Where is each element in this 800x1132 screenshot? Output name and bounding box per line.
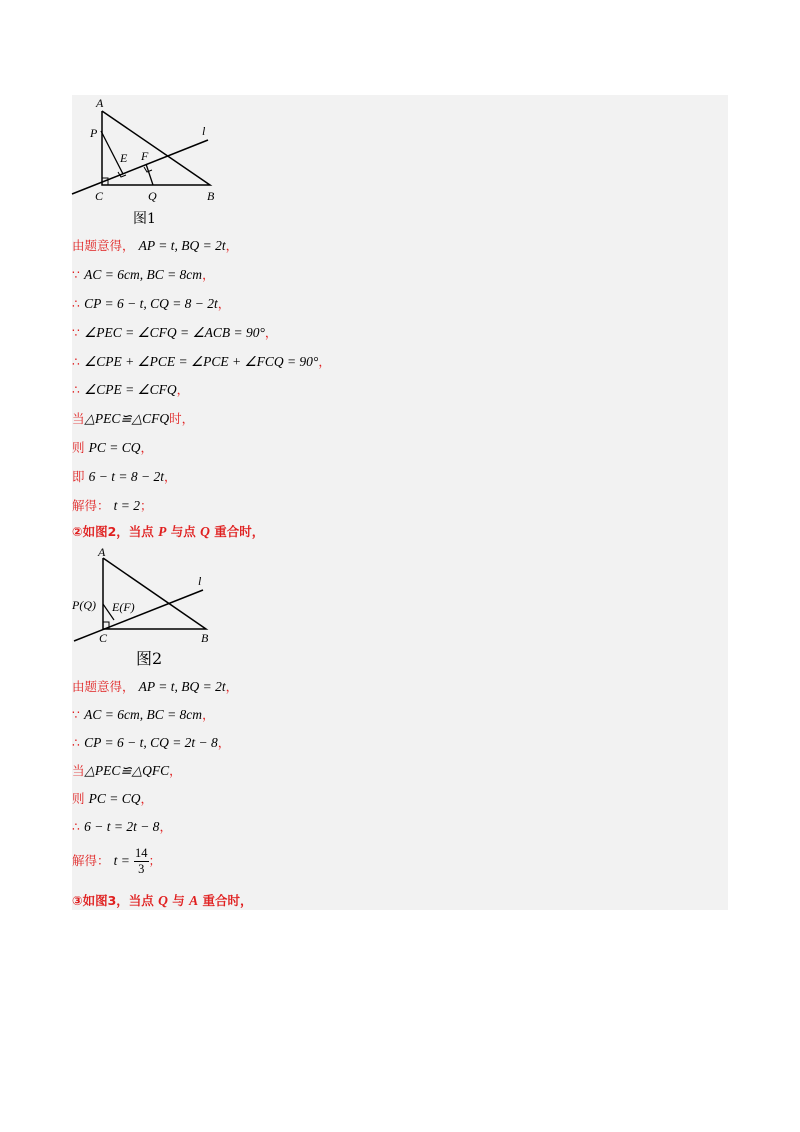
line-4: ∵ ∠PEC = ∠CFQ = ∠ACB = 90°， — [72, 325, 278, 340]
line-17: ∴ 6 − t = 2t − 8， — [72, 819, 172, 834]
line-6: ∴ ∠CPE = ∠CFQ， — [72, 382, 190, 397]
line-5: ∴ ∠CPE + ∠PCE = ∠PCE + ∠FCQ = 90°， — [72, 354, 331, 369]
figure-2 — [70, 545, 230, 645]
figure-1 — [70, 96, 230, 206]
fig2-label-pq: P(Q) — [72, 598, 96, 612]
figure-1-diagram — [70, 96, 230, 206]
fig1-label-l: l — [202, 124, 206, 138]
line-16: 则 PC = CQ， — [72, 791, 154, 806]
figure-2-caption: 图2 — [136, 649, 163, 668]
line-15: 当△PEC≌△QFC， — [72, 763, 182, 778]
line-12: 由题意得， AP = t, BQ = 2t， — [72, 679, 239, 694]
content-panel — [72, 95, 728, 910]
fig2-label-ef: E(F) — [112, 600, 135, 614]
fig1-label-f: F — [141, 149, 149, 163]
fig2-label-b: B — [201, 631, 209, 645]
fig1-label-b: B — [207, 189, 215, 203]
case-2-heading: ②如图2，当点 P 与点 Q 重合时， — [72, 524, 265, 539]
line-9: 即 6 − t = 8 − 2t， — [72, 469, 177, 484]
fig1-label-c: C — [95, 189, 104, 203]
fig2-label-c: C — [99, 631, 108, 645]
fig1-label-p: P — [90, 126, 98, 140]
figure-2-diagram — [70, 545, 230, 645]
line-10: 解得： t = 2； — [72, 498, 153, 513]
fig2-label-a: A — [98, 545, 106, 559]
line-2: ∵ AC = 6cm, BC = 8cm， — [72, 267, 215, 282]
line-13: ∵ AC = 6cm, BC = 8cm， — [72, 707, 215, 722]
fig1-label-a: A — [96, 96, 104, 110]
fig2-label-l: l — [198, 574, 202, 588]
case-3-heading: ③如图3，当点 Q 与 A 重合时， — [72, 893, 253, 908]
fig1-label-e: E — [120, 151, 128, 165]
line-8: 则 PC = CQ， — [72, 440, 154, 455]
fraction: $\frac{14}{3}$ — [135, 846, 148, 876]
line-7: 当△PEC≌△CFQ时， — [72, 411, 195, 426]
fig1-label-q: Q — [148, 189, 157, 203]
line-3: ∴ CP = 6 − t, CQ = 8 − 2t， — [72, 296, 231, 311]
figure-1-caption: 图1 — [133, 211, 156, 227]
line-14: ∴ CP = 6 − t, CQ = 2t − 8， — [72, 735, 231, 750]
line-18: 解得： t = $\frac{14}{3}$ ； — [72, 846, 162, 876]
line-1: 由题意得， AP = t, BQ = 2t， — [72, 238, 239, 253]
